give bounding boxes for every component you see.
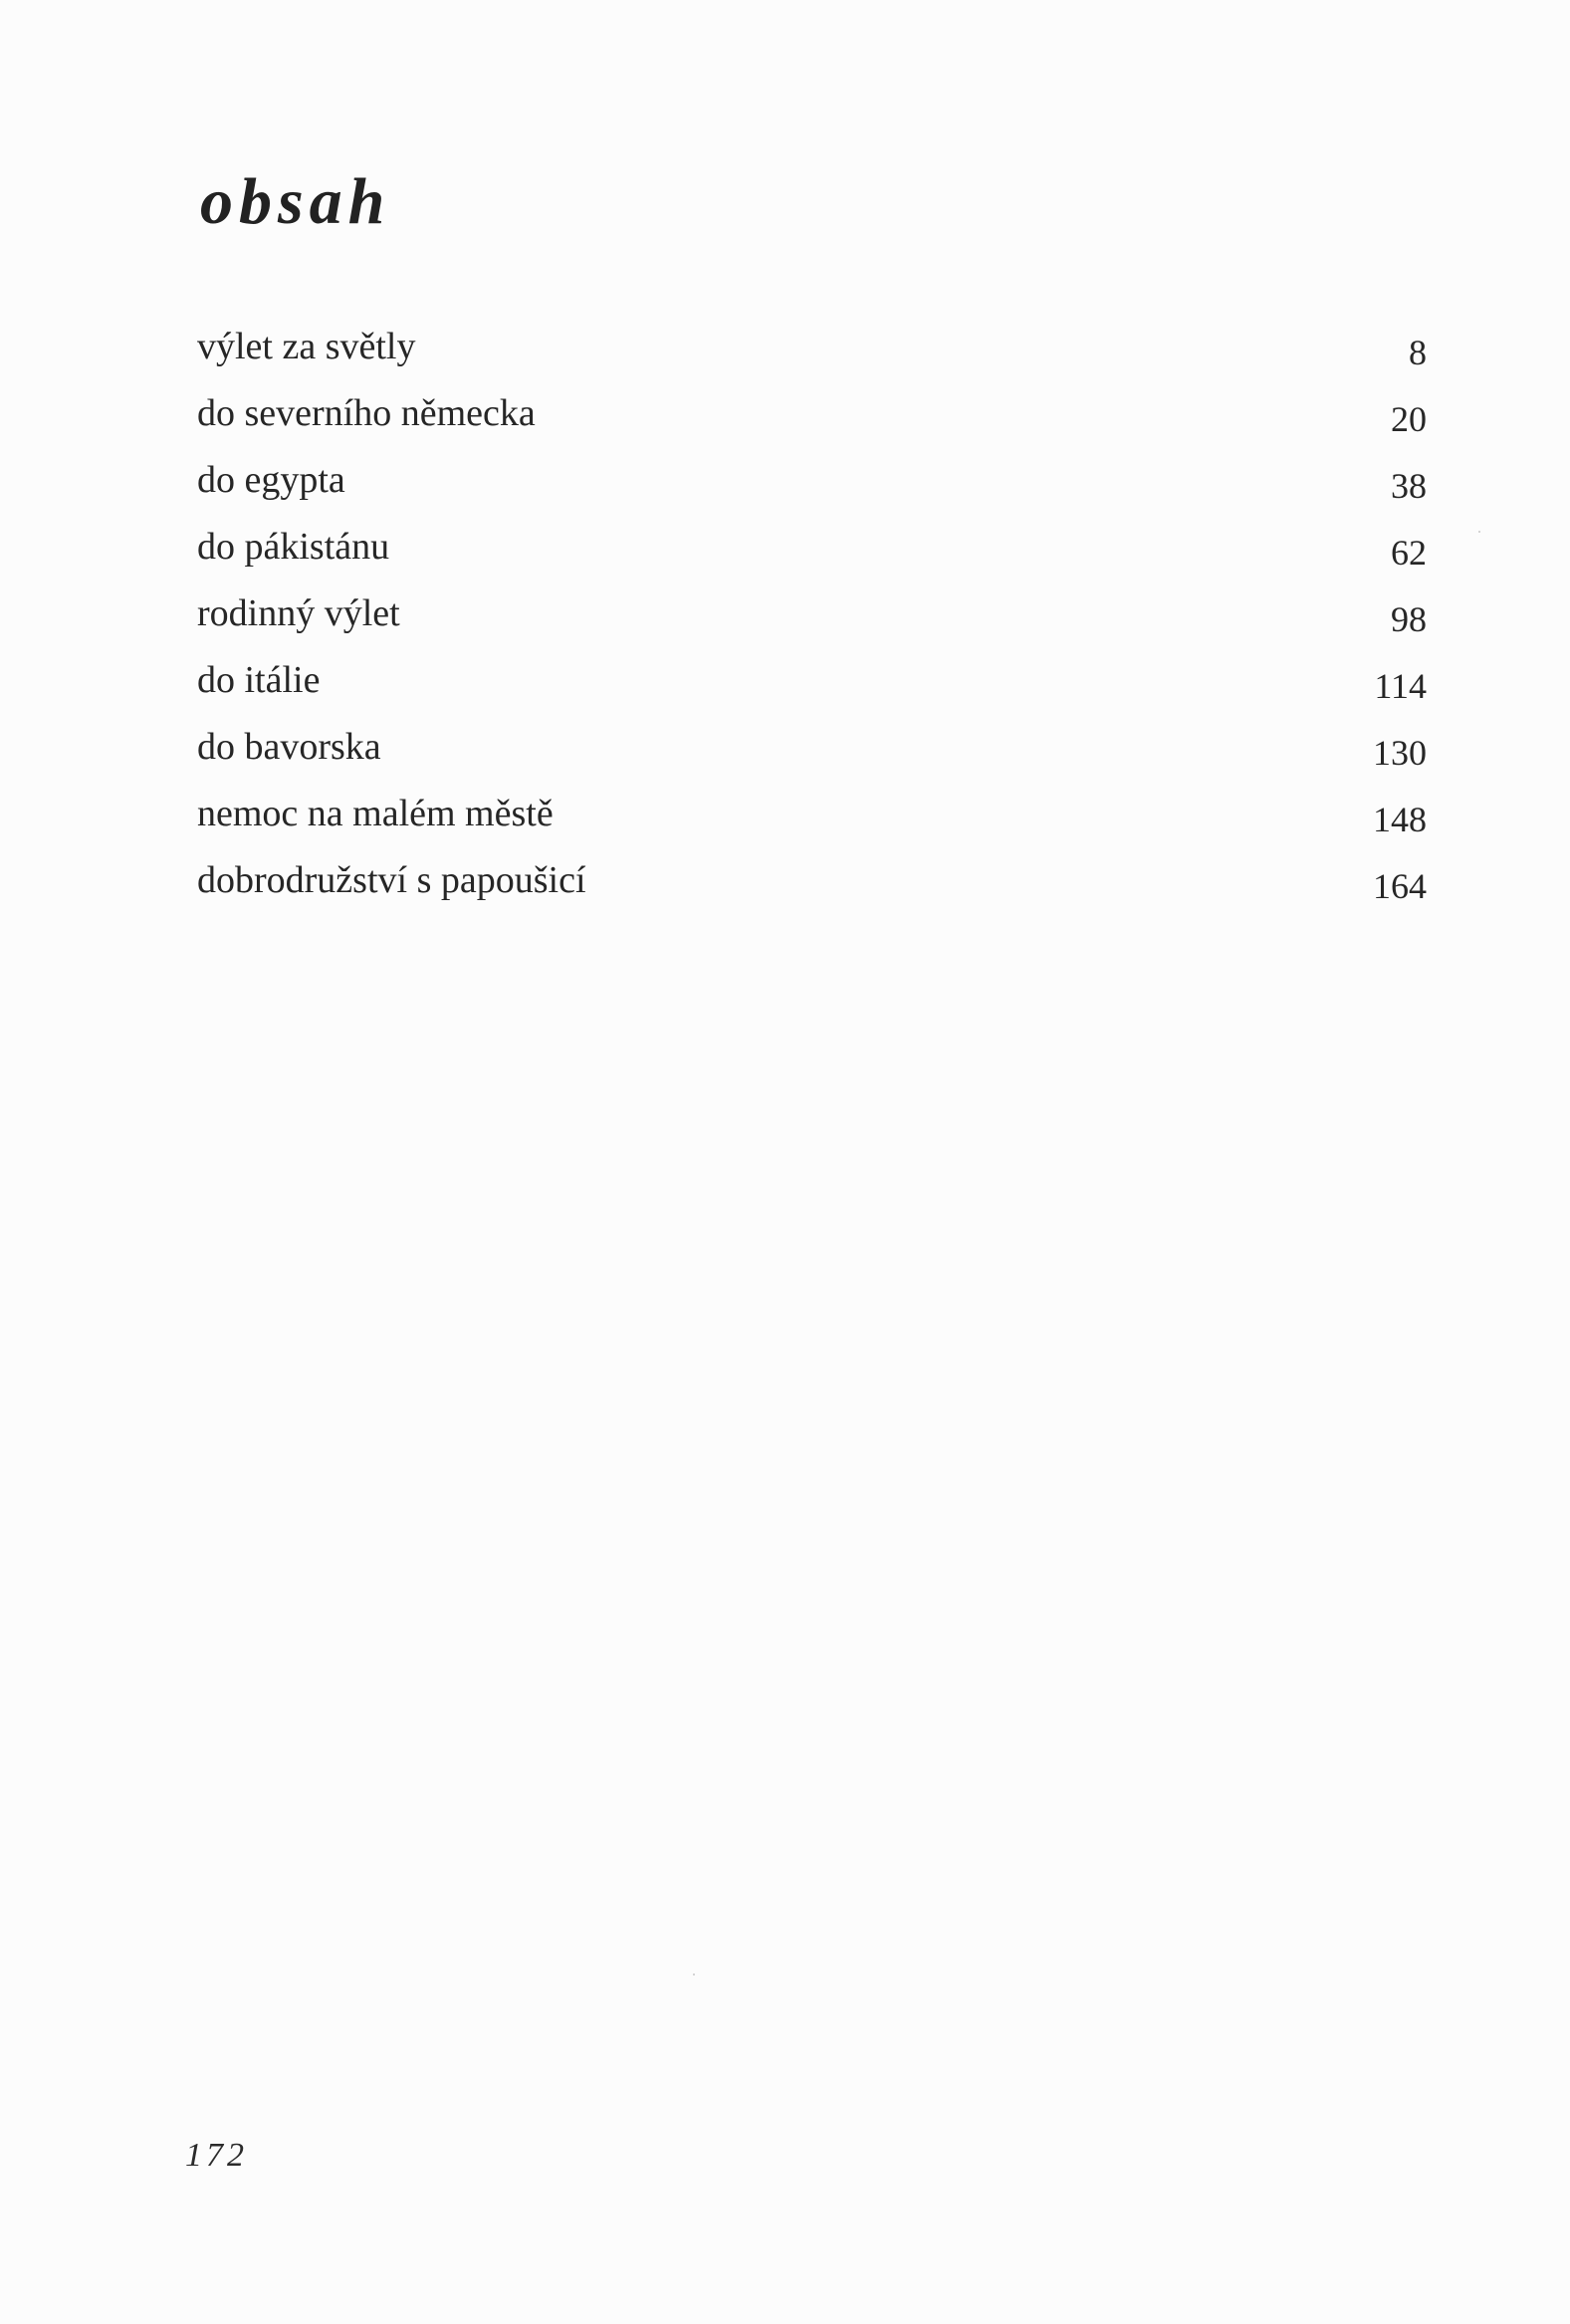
toc-entry-page: 114 (1374, 666, 1427, 706)
toc-entry-title: do egypta (197, 459, 345, 501)
toc-entry (197, 325, 1427, 391)
toc-entry-page: 20 (1391, 399, 1427, 439)
toc-entry (197, 458, 1427, 525)
toc-entry-page: 8 (1409, 333, 1427, 372)
page-number: 172 (185, 2137, 248, 2174)
toc-entry-title: do itálie (197, 659, 321, 701)
toc-entry-title: do pákistánu (197, 526, 390, 568)
toc-entry-page: 130 (1373, 733, 1427, 773)
toc-entry-page: 62 (1391, 533, 1427, 573)
toc-entry-title: rodinný výlet (197, 592, 400, 634)
toc-entry (197, 725, 1427, 792)
toc-entry (197, 591, 1427, 658)
paper-speck (1478, 531, 1480, 533)
toc-entry-page: 38 (1391, 466, 1427, 506)
table-of-contents (197, 325, 1427, 925)
toc-entry (197, 792, 1427, 858)
toc-entry (197, 525, 1427, 591)
toc-entry-page: 164 (1373, 866, 1427, 906)
paper-speck (693, 1974, 695, 1975)
toc-entry-page: 98 (1391, 599, 1427, 639)
toc-entry (197, 858, 1427, 925)
toc-entry-title: nemoc na malém městě (197, 793, 554, 834)
contents-heading: obsah (200, 165, 391, 238)
toc-entry-title: do bavorska (197, 726, 381, 768)
toc-entry (197, 658, 1427, 725)
toc-entry-page: 148 (1373, 800, 1427, 839)
toc-entry-title: dobrodružství s papoušicí (197, 859, 586, 901)
toc-entry (197, 391, 1427, 458)
toc-entry-title: výlet za světly (197, 326, 416, 367)
toc-entry-title: do severního německa (197, 392, 536, 434)
